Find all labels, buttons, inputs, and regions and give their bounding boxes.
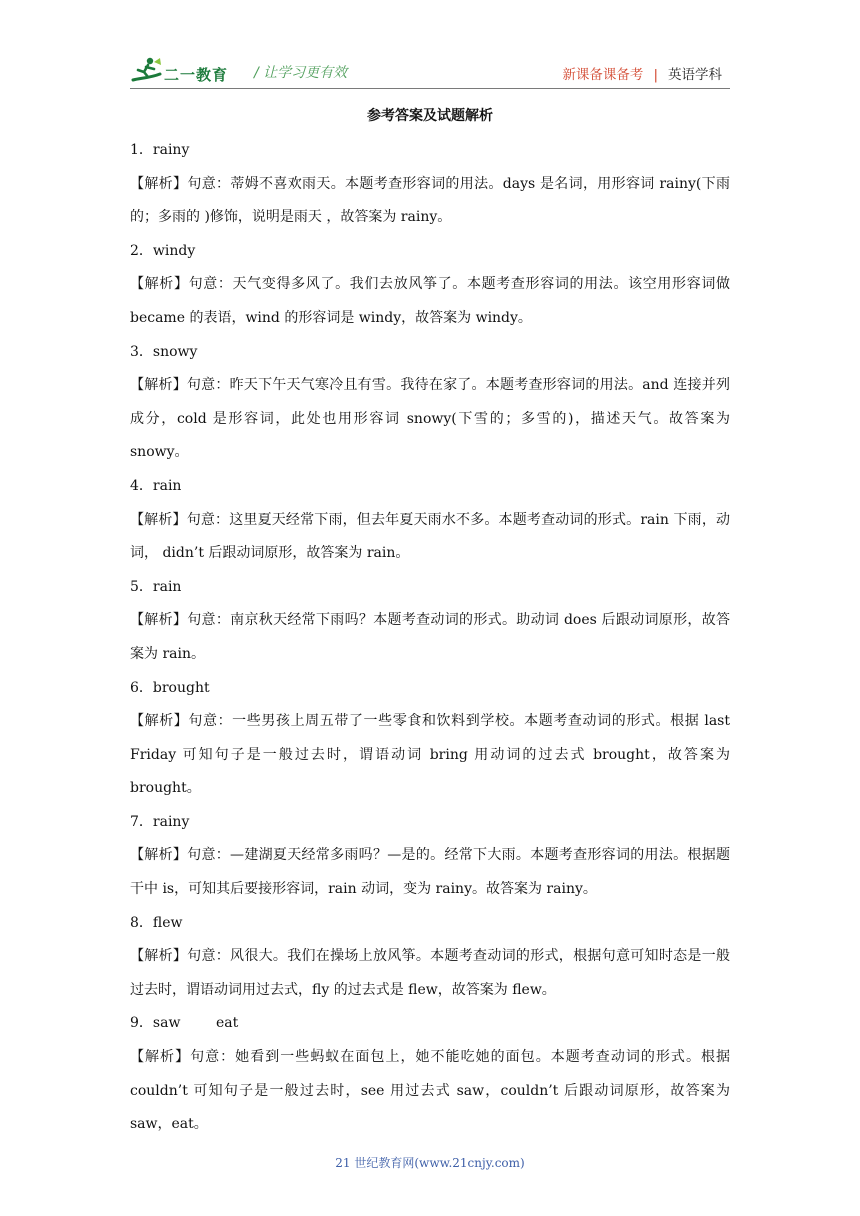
explanation-text: 句意：她看到一些蚂蚁在面包上，她不能吃她的面包。本题考查动词的形式。根据 couldn’t 可知句子是一般过去时，see 用过去式 saw，couldn’t 后跟动词原形，故答案为 saw，eat。 [130,1049,731,1133]
logo [130,56,240,86]
explanation-text: 句意：风很大。我们在操场上放风筝。本题考查动词的形式，根据句意可知时态是一般过去时，谓语动词用过去式，fly 的过去式是 flew，故答案为 flew。 [130,948,730,998]
header-subject: 英语学科 [668,67,722,83]
explanation-tag: 【解析】 [130,1049,191,1066]
answer-list [130,134,730,1142]
explanation-tag: 【解析】 [130,377,187,394]
header-separator: | [653,67,658,83]
answer-1: 1．rainy [130,142,190,158]
header-rule [130,88,730,89]
explanation-text: 句意：天气变得多风了。我们去放风筝了。本题考查形容词的用法。该空用形容词做 became 的表语，wind 的形容词是 windy，故答案为 windy。 [130,276,731,326]
page-footer: 21 世纪教育网(www.21cnjy.com) [335,1156,525,1170]
logo-text: 二一教育 [164,66,229,84]
explanation-5 [130,604,730,671]
explanation-9 [130,1041,730,1142]
explanation-tag: 【解析】 [130,847,188,864]
explanation-text: 句意：这里夏天经常下雨，但去年夏天雨水不多。本题考查动词的形式。rain 下雨，动词， didn’t 后跟动词原形，故答案为 rain。 [130,511,730,562]
explanation-tag: 【解析】 [130,511,187,528]
runner-logo-icon [130,56,164,86]
explanation-7 [130,839,730,906]
explanation-text: 句意：一些男孩上周五带了一些零食和饮料到学校。本题考查动词的形式。根据 last Friday 可知句子是一般过去时，谓语动词 bring 用动词的过去式 brought，故答案为 brought。 [130,713,730,797]
explanation-text: 句意：—建湖夏天经常多雨吗？—是的。经常下大雨。本题考查形容词的用法。根据题干中 is，可知其后要接形容词，rain 动词，变为 rainy。故答案为 rainy。 [130,847,730,898]
answer-5: 5．rain [130,578,182,595]
answer-6: 6．brought [130,679,210,696]
explanation-tag: 【解析】 [130,175,188,192]
slogan: / 让学习更有效 [254,65,348,81]
explanation-4 [130,504,730,571]
explanation-tag: 【解析】 [130,948,188,965]
explanation-text: 句意：昨天下午天气寒冷且有雪。我待在家了。本题考查形容词的用法。and 连接并列成分，cold 是形容词，此处也用形容词 snowy(下雪的；多雪的)，描述天气。故答案为 snowy。 [130,377,730,461]
header-course-label: 新课备课备考 [562,67,644,83]
explanation-tag: 【解析】 [130,276,189,293]
explanation-6 [130,705,730,806]
explanation-tag: 【解析】 [130,612,188,629]
answer-2: 2．windy [130,242,196,259]
answer-8: 8．flew [130,914,183,931]
page-title: 参考答案及试题解析 [367,108,493,124]
explanation-text: 句意：蒂姆不喜欢雨天。本题考查形容词的用法。days 是名词，用形容词 rainy(下雨的；多雨的 )修饰，说明是雨天 ，故答案为 rainy。 [130,175,731,226]
answer-3: 3．snowy [130,343,198,360]
explanation-tag: 【解析】 [130,713,189,730]
answer-7: 7．rainy [130,813,190,830]
page-header [130,52,730,92]
answer-9: 9．saw eat [130,1015,239,1032]
explanation-1 [130,168,730,235]
explanation-text: 句意：南京秋天经常下雨吗？本题考查动词的形式。助动词 does 后跟动词原形，故答案为 rain。 [130,612,731,662]
explanation-2 [130,268,730,335]
header-right [562,63,722,83]
explanation-8 [130,940,730,1007]
answer-4: 4．rain [130,477,182,494]
explanation-3 [130,369,730,470]
